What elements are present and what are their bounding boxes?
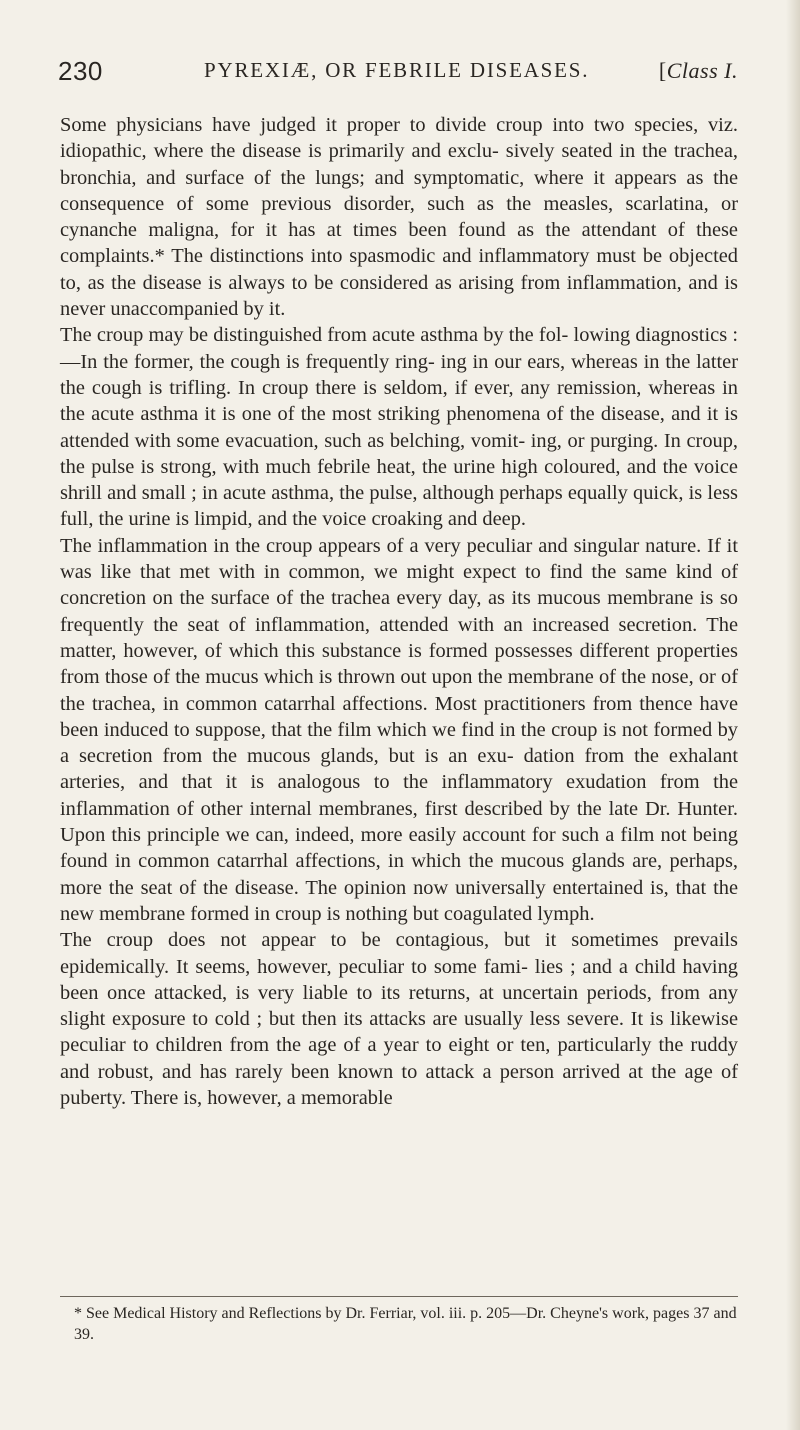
running-header: [58, 56, 738, 92]
paragraph-contagion: The croup does not appear to be contagious, but it sometimes prevails epidemically. It seems, however, peculiar to some fami- lies ; and a child having been once attacked, is very liable to its returns, at uncertain periods, from any slight exposure to cold ; but then its attacks are usually less severe. It is likewise peculiar to children from the age of a year to eight or ten, particularly the ruddy and robust, and has rarely been known to attack a person arrived at the age of puberty. There is, however, a memorable: [60, 929, 738, 1109]
paragraph-species: Some physicians have judged it proper to divide croup into two species, viz. idiopathic, where the disease is primarily and exclu- sively seated in the trachea, bronchia, and surface of the lungs; and symptomatic, where it appears as the consequence of some previous disorder, such as the measles, scarlatina, or cynanche maligna, for it has at times been found as the attendant of these complaints.* The distinctions into spasmodic and inflammatory must be objected to, as the disease is always to be considered as arising from inflammation, and is never unaccompanied by it.: [60, 114, 738, 321]
section-bracket: [: [658, 58, 667, 83]
section-label-text: Class I.: [666, 58, 738, 83]
section-label: [659, 58, 738, 84]
running-title: PYREXIÆ, OR FEBRILE DISEASES.: [204, 58, 590, 82]
page-number: 230: [58, 56, 103, 86]
paragraph-diagnostics: The croup may be distinguished from acute asthma by the fol- lowing diagnostics :—In the former, the cough is frequently ring- ing in our ears, whereas in the latter the cough is trifling. In croup there is seldom, if ever, any remission, whereas in the acute asthma it is one of the most striking phenomena of the disease, and it is attended with some evacuation, such as belching, vomit- ing, or purging. In croup, the pulse is strong, with much febrile heat, the urine high coloured, and the voice shrill and small ; in acute asthma, the pulse, although perhaps equally quick, is less full, the urine is limpid, and the voice croaking and deep.: [60, 324, 738, 531]
paragraph-inflammation: The inflammation in the croup appears of a very peculiar and singular nature. If it was like that met with in common, we might expect to find the same kind of concretion on the surface of the trachea every day, as its mucous membrane is so frequently the seat of inflammation, attended with an increased secretion. The matter, however, of which this substance is formed possesses different properties from those of the mucus which is thrown out upon the membrane of the nose, or of the trachea, in common catarrhal affections. Most practitioners from thence have been induced to suppose, that the film which we find in the croup is not formed by a secretion from the mucous glands, but is an exu- dation from the exhalant arteries, and that it is analogous to the inflammatory exudation from the inflammation of other internal membranes, first described by the late Dr. Hunter. Upon this principle we can, indeed, more easily account for such a film not being found in common catarrhal affections, in which the mucous glands are, perhaps, more the seat of the disease. The opinion now universally entertained is, that the new membrane formed in croup is nothing but coagulated lymph.: [60, 534, 738, 925]
footnote-divider: [60, 1296, 738, 1297]
body-text: [60, 112, 738, 1111]
page-edge-shadow: [786, 0, 800, 1430]
footnote: * See Medical History and Reflections by Dr. Ferriar, vol. iii. p. 205—Dr. Cheyne's work, pages 37 and 39.: [74, 1305, 737, 1343]
